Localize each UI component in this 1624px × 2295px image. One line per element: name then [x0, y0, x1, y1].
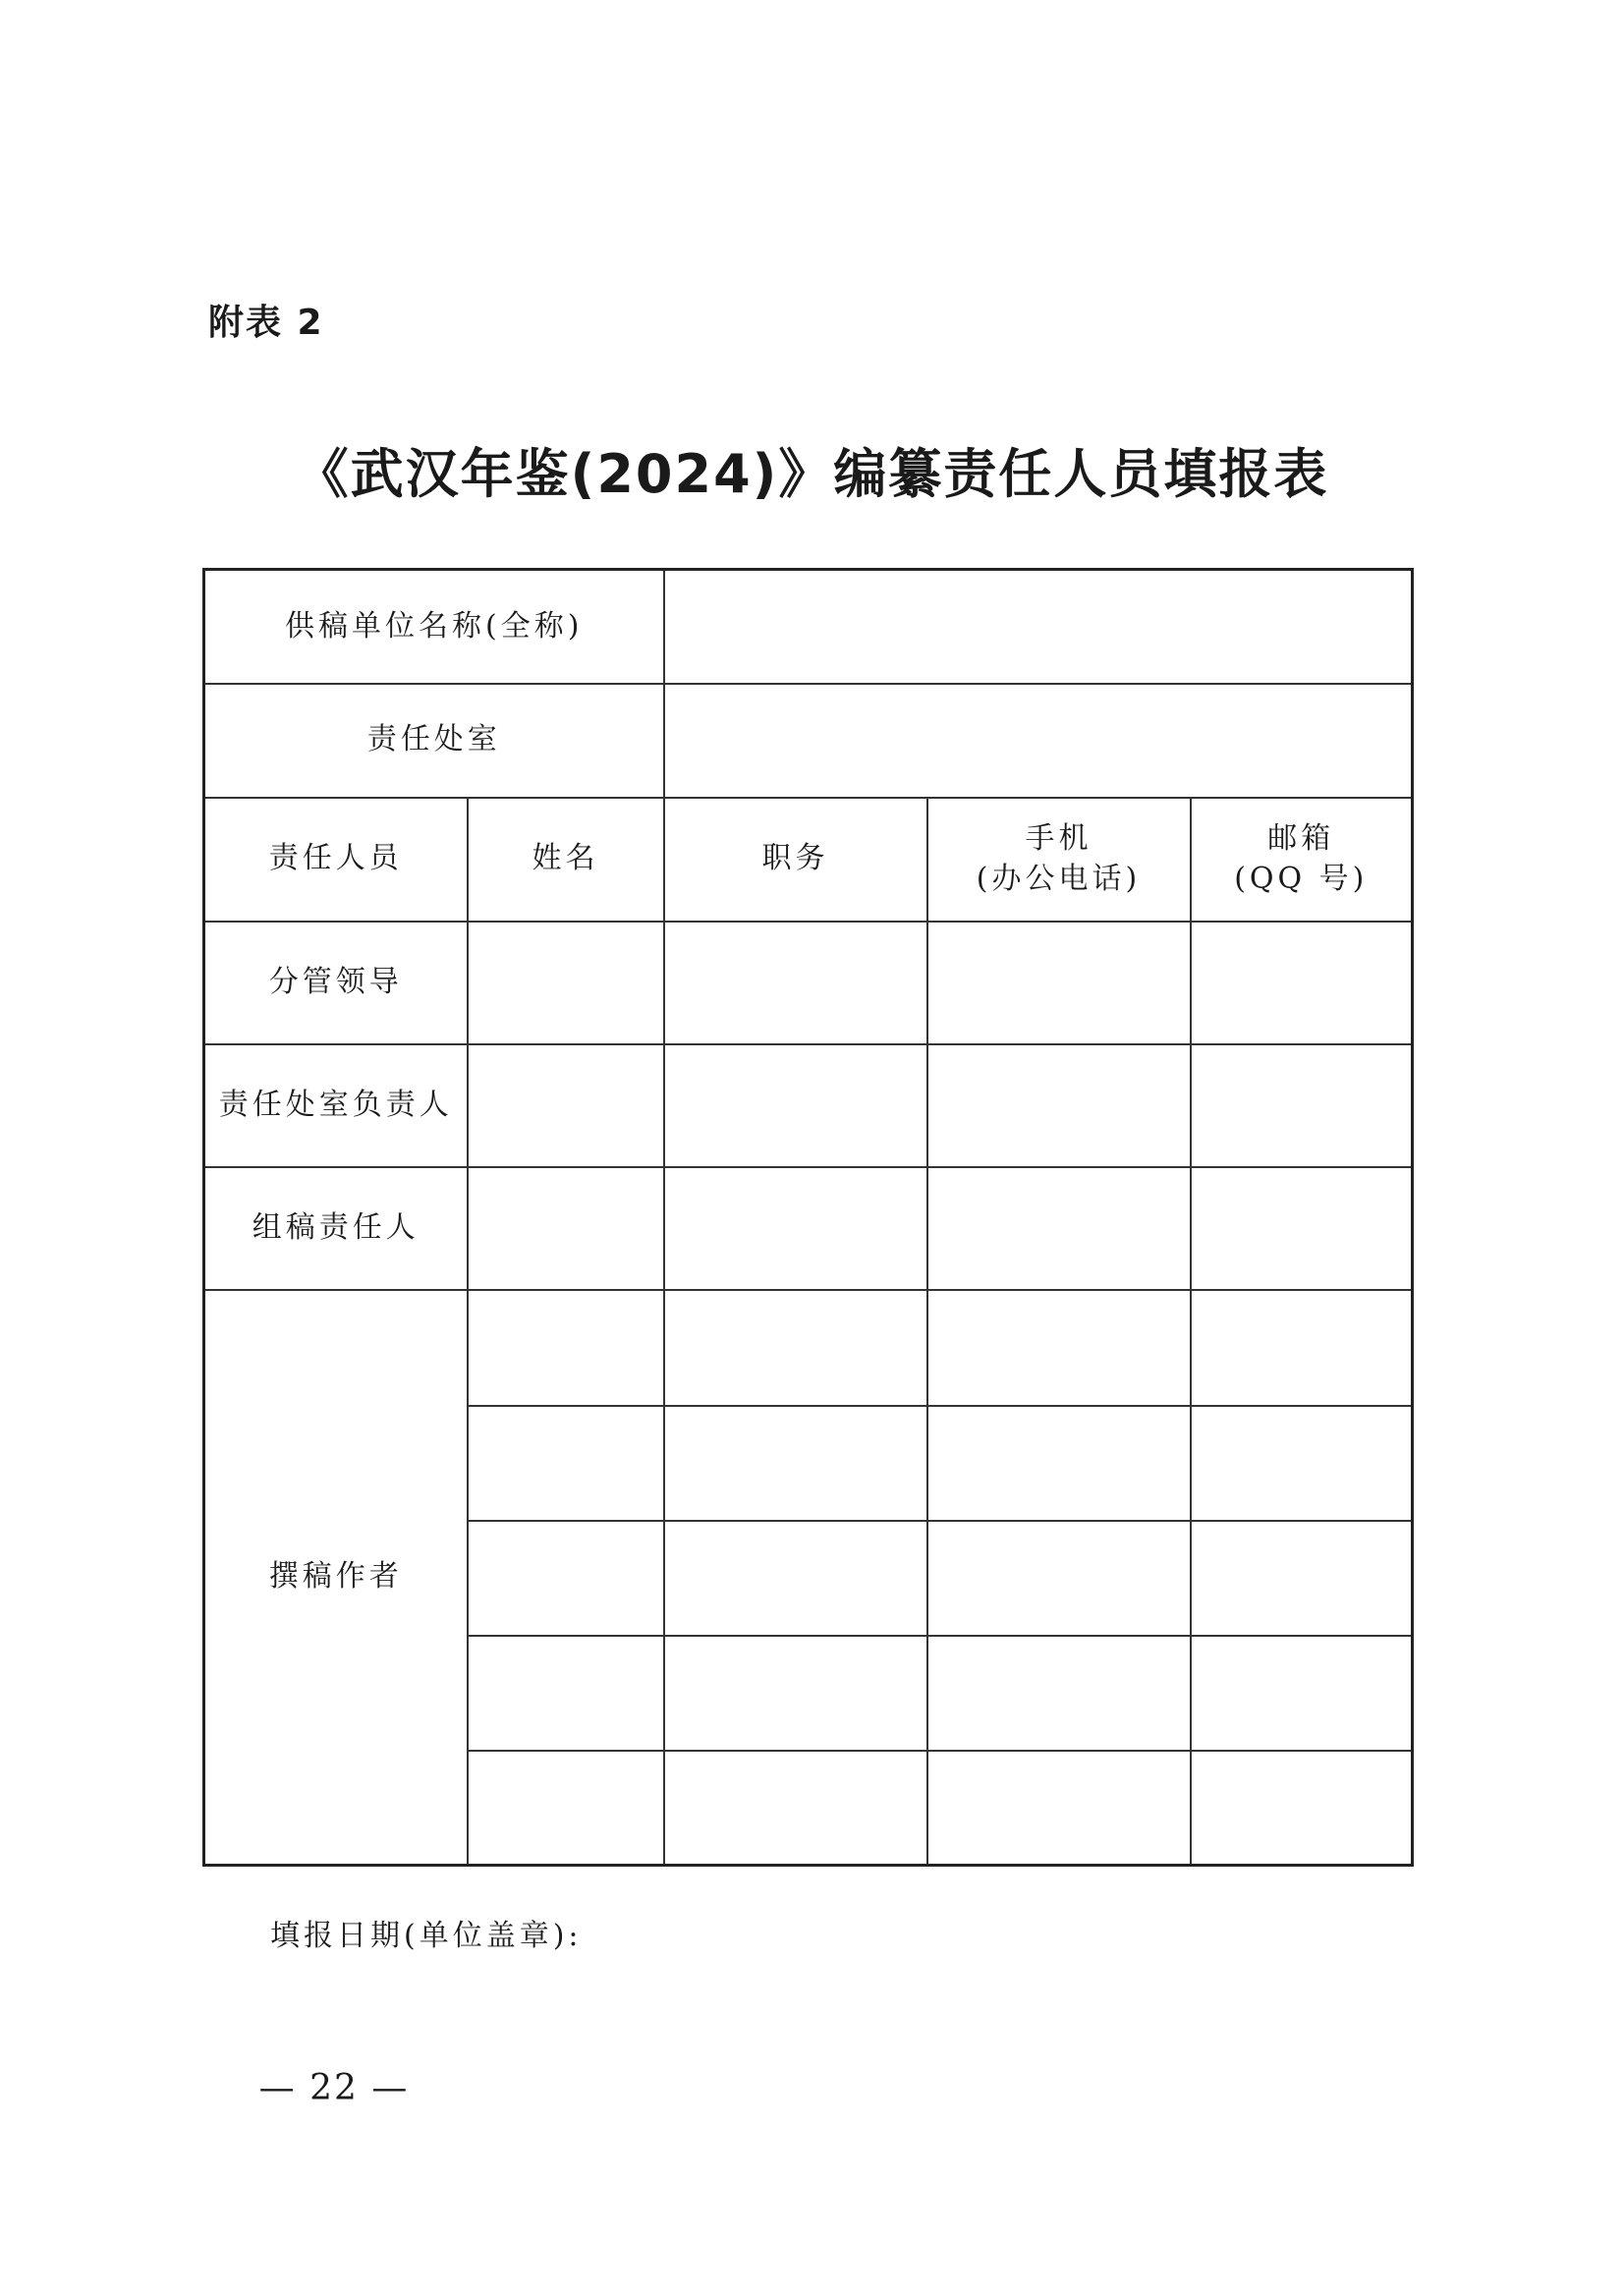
office-head-name-field[interactable] [468, 1044, 664, 1167]
header-name: 姓名 [468, 798, 664, 922]
author-phone-field[interactable] [927, 1521, 1191, 1636]
author-position-field[interactable] [664, 1636, 927, 1751]
unit-name-label: 供稿单位名称(全称) [204, 570, 664, 684]
organizer-phone-field[interactable] [927, 1167, 1191, 1290]
office-head-email-field[interactable] [1191, 1044, 1413, 1167]
attachment-label: 附表 2 [208, 303, 324, 343]
header-phone-line2: (办公电话) [976, 861, 1142, 896]
office-row [204, 684, 1413, 798]
author-phone-field[interactable] [927, 1636, 1191, 1751]
author-position-field[interactable] [664, 1751, 927, 1866]
row-label-authors: 撰稿作者 [204, 1290, 468, 1866]
row-label-organizer: 组稿责任人 [204, 1167, 468, 1290]
leader-row [204, 922, 1413, 1044]
header-email-line1: 邮箱 [1267, 821, 1335, 856]
office-label: 责任处室 [204, 684, 664, 798]
author-email-field[interactable] [1191, 1521, 1413, 1636]
author-position-field[interactable] [664, 1406, 927, 1521]
leader-position-field[interactable] [664, 922, 927, 1044]
author-row [204, 1290, 1413, 1406]
office-head-row [204, 1044, 1413, 1167]
author-position-field[interactable] [664, 1521, 927, 1636]
row-label-office-head: 责任处室负责人 [204, 1044, 468, 1167]
row-label-leader: 分管领导 [204, 922, 468, 1044]
organizer-position-field[interactable] [664, 1167, 927, 1290]
header-email-line2: (QQ 号) [1234, 861, 1369, 896]
header-role: 责任人员 [204, 798, 468, 922]
author-email-field[interactable] [1191, 1636, 1413, 1751]
unit-name-row [204, 570, 1413, 684]
document-title: 《武汉年鉴(2024)》编纂责任人员填报表 [295, 443, 1329, 505]
author-email-field[interactable] [1191, 1406, 1413, 1521]
header-phone-line1: 手机 [1025, 821, 1092, 856]
fill-date-line: 填报日期(单位盖章): [270, 1919, 583, 1953]
leader-phone-field[interactable] [927, 922, 1191, 1044]
author-email-field[interactable] [1191, 1751, 1413, 1866]
leader-email-field[interactable] [1191, 922, 1413, 1044]
responsibility-form-table [202, 568, 1414, 1867]
author-email-field[interactable] [1191, 1290, 1413, 1406]
header-phone [927, 798, 1191, 922]
author-phone-field[interactable] [927, 1751, 1191, 1866]
author-position-field[interactable] [664, 1290, 927, 1406]
office-head-phone-field[interactable] [927, 1044, 1191, 1167]
organizer-name-field[interactable] [468, 1167, 664, 1290]
header-position: 职务 [664, 798, 927, 922]
author-phone-field[interactable] [927, 1290, 1191, 1406]
author-name-field[interactable] [468, 1751, 664, 1866]
organizer-email-field[interactable] [1191, 1167, 1413, 1290]
page-number: — 22 — [258, 2068, 410, 2108]
office-head-position-field[interactable] [664, 1044, 927, 1167]
author-name-field[interactable] [468, 1290, 664, 1406]
unit-name-field[interactable] [664, 570, 1413, 684]
header-email [1191, 798, 1413, 922]
author-name-field[interactable] [468, 1636, 664, 1751]
header-row [204, 798, 1413, 922]
author-name-field[interactable] [468, 1521, 664, 1636]
leader-name-field[interactable] [468, 922, 664, 1044]
author-name-field[interactable] [468, 1406, 664, 1521]
author-phone-field[interactable] [927, 1406, 1191, 1521]
organizer-row [204, 1167, 1413, 1290]
office-field[interactable] [664, 684, 1413, 798]
